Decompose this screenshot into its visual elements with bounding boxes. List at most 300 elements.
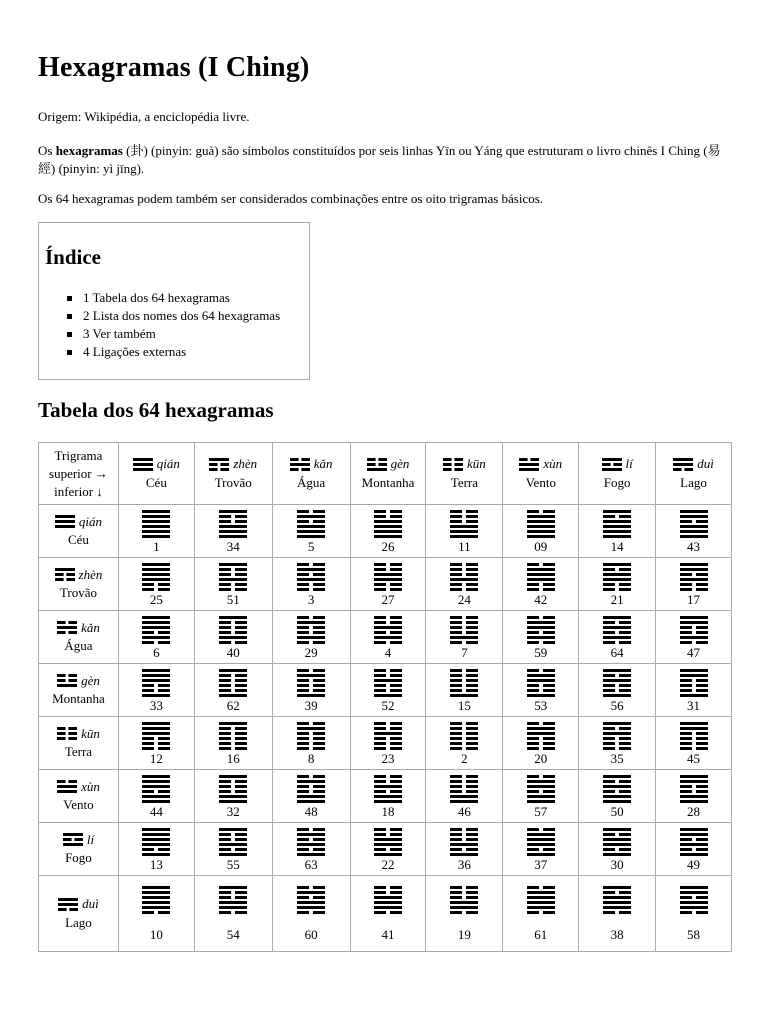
hexagram-cell[interactable] bbox=[272, 664, 350, 717]
yin-line bbox=[450, 568, 462, 571]
hexagram-cell[interactable] bbox=[656, 823, 732, 876]
hexagram-cell[interactable] bbox=[118, 558, 194, 611]
hexagram-cell[interactable] bbox=[503, 558, 579, 611]
yin-line bbox=[158, 689, 170, 692]
trigram-pinyin[interactable]: lí bbox=[86, 831, 95, 847]
yang-line bbox=[603, 795, 631, 798]
hexagram-cell[interactable] bbox=[194, 558, 272, 611]
hexagram-cell[interactable] bbox=[656, 717, 732, 770]
trigram-name[interactable]: Vento bbox=[525, 474, 556, 490]
hexagram-cell[interactable] bbox=[426, 770, 503, 823]
hexagram-number: 16 bbox=[226, 750, 240, 766]
hexagram-number: 44 bbox=[149, 803, 163, 819]
trigram-name[interactable]: Vento bbox=[63, 797, 94, 813]
yin-line bbox=[603, 621, 615, 624]
hexagram-cell[interactable] bbox=[503, 770, 579, 823]
yin-line bbox=[313, 747, 325, 750]
toc-item-tabela[interactable]: 1 Tabela dos 64 hexagramas bbox=[67, 289, 280, 307]
hexagram-number: 39 bbox=[304, 697, 318, 713]
yin-line bbox=[313, 616, 325, 619]
hexagram-cell[interactable] bbox=[194, 505, 272, 558]
hexagram-cell[interactable] bbox=[194, 664, 272, 717]
yin-line bbox=[219, 785, 231, 788]
yin-line bbox=[450, 833, 462, 836]
hexagram-cell[interactable] bbox=[272, 770, 350, 823]
hexagram-number: 19 bbox=[457, 927, 471, 942]
hexagram-cell[interactable] bbox=[503, 823, 579, 876]
trigram-icon bbox=[290, 458, 310, 471]
yin-line bbox=[450, 790, 462, 793]
yin-line bbox=[297, 828, 309, 831]
yin-line bbox=[619, 674, 631, 677]
yin-line bbox=[680, 896, 692, 899]
yin-line bbox=[142, 742, 154, 745]
hexagram-cell[interactable] bbox=[579, 558, 656, 611]
hexagram-icon bbox=[450, 616, 478, 644]
yang-line bbox=[142, 525, 170, 528]
trigram-name[interactable]: Lago bbox=[680, 474, 707, 490]
yin-line bbox=[55, 573, 64, 576]
yin-line bbox=[290, 468, 299, 471]
hexagram-icon bbox=[297, 669, 325, 697]
hexagram-cell[interactable] bbox=[503, 717, 579, 770]
hexagram-cell[interactable] bbox=[656, 611, 732, 664]
trigram-pinyin[interactable]: duì bbox=[697, 456, 714, 472]
yang-line bbox=[297, 727, 325, 730]
hexagram-cell[interactable] bbox=[118, 717, 194, 770]
yin-line bbox=[390, 790, 402, 793]
yang-line bbox=[142, 853, 170, 856]
hexagram-number: 10 bbox=[149, 927, 163, 942]
yin-line bbox=[695, 790, 707, 793]
yang-line bbox=[219, 853, 247, 856]
yang-line bbox=[680, 853, 708, 856]
trigram-pinyin[interactable]: zhèn bbox=[233, 456, 258, 472]
yang-line bbox=[603, 896, 631, 899]
yin-line bbox=[374, 669, 386, 672]
yin-line bbox=[313, 510, 325, 513]
hexagram-icon bbox=[450, 828, 478, 856]
yin-line bbox=[695, 848, 707, 851]
upper-trigram-7 bbox=[656, 456, 731, 491]
yang-line bbox=[374, 626, 402, 629]
yin-line bbox=[466, 563, 478, 566]
yin-line bbox=[313, 626, 325, 629]
yin-line bbox=[297, 684, 309, 687]
hexagram-cell[interactable] bbox=[350, 823, 426, 876]
yang-line bbox=[527, 525, 555, 528]
hexagram-icon bbox=[297, 616, 325, 644]
yin-line bbox=[443, 463, 452, 466]
trigram-pinyin[interactable]: kūn bbox=[467, 456, 486, 472]
yang-line bbox=[142, 906, 170, 909]
hexagram-cell[interactable] bbox=[503, 505, 579, 558]
hexagram-icon bbox=[374, 828, 402, 856]
hexagram-number: 23 bbox=[381, 750, 395, 766]
yin-line bbox=[466, 689, 478, 692]
hexagram-icon bbox=[450, 563, 478, 591]
row-header bbox=[39, 611, 119, 664]
yang-line bbox=[519, 463, 539, 466]
yang-line bbox=[142, 828, 170, 831]
trigram-name[interactable]: Montanha bbox=[361, 474, 415, 490]
yin-line bbox=[367, 463, 376, 466]
yin-line bbox=[450, 669, 462, 672]
yin-line bbox=[466, 790, 478, 793]
hexagram-cell[interactable] bbox=[350, 770, 426, 823]
hexagram-number: 57 bbox=[534, 803, 548, 819]
yang-line bbox=[297, 578, 325, 581]
table-row bbox=[39, 505, 732, 558]
hexagram-icon bbox=[297, 563, 325, 591]
hexagram-cell[interactable] bbox=[656, 505, 732, 558]
yin-line bbox=[158, 684, 170, 687]
hexagram-cell[interactable] bbox=[579, 823, 656, 876]
page-title: Hexagramas (I Ching) bbox=[38, 52, 310, 83]
yin-line bbox=[527, 790, 539, 793]
yin-line bbox=[390, 689, 402, 692]
yin-line bbox=[695, 838, 707, 841]
yin-line bbox=[466, 510, 478, 513]
yin-line bbox=[603, 631, 615, 634]
yang-line bbox=[450, 535, 478, 538]
yang-line bbox=[680, 722, 708, 725]
yin-line bbox=[527, 742, 539, 745]
hexagram-cell[interactable] bbox=[656, 876, 732, 952]
yin-line bbox=[313, 848, 325, 851]
hexagram-cell[interactable] bbox=[426, 611, 503, 664]
hexagram-icon bbox=[680, 828, 708, 856]
trigram-pinyin[interactable]: kǎn bbox=[313, 456, 333, 472]
yang-line bbox=[219, 800, 247, 803]
trigram-pinyin[interactable]: zhèn bbox=[78, 566, 103, 582]
trigram-name[interactable]: Montanha bbox=[52, 691, 105, 707]
yin-line bbox=[466, 737, 478, 740]
hexagram-cell[interactable] bbox=[579, 876, 656, 952]
hexagram-icon bbox=[527, 563, 555, 591]
yang-line bbox=[297, 530, 325, 533]
hexagram-cell[interactable] bbox=[426, 876, 503, 952]
yin-line bbox=[603, 684, 615, 687]
hexagram-icon bbox=[680, 616, 708, 644]
hexagram-cell[interactable] bbox=[579, 664, 656, 717]
yang-line bbox=[602, 468, 622, 471]
toc-item-lista[interactable]: 2 Lista dos nomes dos 64 hexagramas bbox=[67, 307, 280, 325]
yin-line bbox=[450, 573, 462, 576]
table-of-contents bbox=[38, 222, 310, 380]
hexagram-cell[interactable] bbox=[272, 823, 350, 876]
yin-line bbox=[527, 510, 539, 513]
hexagram-icon bbox=[680, 669, 708, 697]
yang-line bbox=[603, 626, 631, 629]
yin-line bbox=[297, 886, 309, 889]
hexagram-cell[interactable] bbox=[272, 876, 350, 952]
yin-line bbox=[527, 563, 539, 566]
intro-bold-term: hexagramas bbox=[55, 143, 123, 158]
trigram-pinyin[interactable]: gèn bbox=[81, 672, 100, 688]
toc-item-ligacoes[interactable]: 4 Ligações externas bbox=[67, 343, 280, 361]
yang-line bbox=[680, 891, 708, 894]
hexagram-icon bbox=[603, 616, 631, 644]
yin-line bbox=[313, 684, 325, 687]
yin-line bbox=[57, 631, 66, 634]
trigram-pinyin[interactable]: xùn bbox=[543, 456, 563, 472]
yang-line bbox=[374, 906, 402, 909]
yang-line bbox=[527, 694, 555, 697]
yin-line bbox=[235, 891, 247, 894]
hexagram-cell[interactable] bbox=[272, 717, 350, 770]
hexagram-icon bbox=[527, 510, 555, 538]
toc-item-ver-tambem[interactable]: 3 Ver também bbox=[67, 325, 280, 343]
yin-line bbox=[527, 828, 539, 831]
yin-line bbox=[313, 737, 325, 740]
yang-line bbox=[219, 535, 247, 538]
yin-line bbox=[466, 568, 478, 571]
yin-line bbox=[466, 891, 478, 894]
hexagram-cell[interactable] bbox=[194, 770, 272, 823]
table-row bbox=[39, 876, 732, 952]
yang-line bbox=[297, 515, 325, 518]
trigram-name[interactable]: Céu bbox=[145, 474, 167, 490]
yang-line bbox=[527, 520, 555, 523]
trigram-pinyin[interactable]: gèn bbox=[390, 456, 410, 472]
hexagram-cell[interactable] bbox=[426, 558, 503, 611]
hexagram-cell[interactable] bbox=[118, 505, 194, 558]
yin-line bbox=[466, 775, 478, 778]
trigram-paragraph: Os 64 hexagramas podem também ser considerados combinações entre os oito trigramas básicos. bbox=[38, 191, 544, 206]
yang-line bbox=[58, 898, 78, 901]
trigram-icon bbox=[57, 727, 77, 740]
yang-line bbox=[142, 886, 170, 889]
trigram-name[interactable]: Terra bbox=[450, 474, 479, 490]
hexagram-cell[interactable] bbox=[194, 717, 272, 770]
hexagram-icon bbox=[527, 886, 555, 914]
hexagram-number: 38 bbox=[610, 927, 624, 942]
yang-line bbox=[142, 510, 170, 513]
trigram-pinyin[interactable]: xùn bbox=[81, 778, 100, 794]
yang-line bbox=[673, 463, 693, 466]
yin-line bbox=[543, 563, 555, 566]
trigram-name[interactable]: Trovão bbox=[214, 474, 252, 490]
hexagram-number: 18 bbox=[381, 803, 395, 819]
yin-line bbox=[527, 684, 539, 687]
yang-line bbox=[374, 732, 402, 735]
yang-line bbox=[450, 901, 478, 904]
yin-line bbox=[374, 588, 386, 591]
hexagram-cell[interactable] bbox=[272, 505, 350, 558]
yin-line bbox=[390, 674, 402, 677]
yang-line bbox=[219, 563, 247, 566]
yin-line bbox=[235, 785, 247, 788]
yin-line bbox=[450, 588, 462, 591]
yang-line bbox=[142, 636, 170, 639]
yang-line bbox=[450, 853, 478, 856]
trigram-icon bbox=[602, 458, 622, 471]
yang-line bbox=[219, 669, 247, 672]
hexagram-cell[interactable] bbox=[118, 823, 194, 876]
trigram-name[interactable]: Água bbox=[64, 638, 93, 654]
hexagram-cell[interactable] bbox=[350, 611, 426, 664]
hexagram-cell[interactable] bbox=[579, 717, 656, 770]
hexagram-icon bbox=[219, 722, 247, 750]
yin-line bbox=[527, 737, 539, 740]
yin-line bbox=[313, 563, 325, 566]
yin-line bbox=[527, 583, 539, 586]
hexagram-icon bbox=[374, 722, 402, 750]
hexagram-cell[interactable] bbox=[426, 717, 503, 770]
yang-line bbox=[680, 843, 708, 846]
yin-line bbox=[695, 785, 707, 788]
hexagram-cell[interactable] bbox=[194, 611, 272, 664]
yin-line bbox=[235, 515, 247, 518]
yin-line bbox=[619, 790, 631, 793]
trigram-pinyin[interactable]: lí bbox=[625, 456, 633, 472]
yang-line bbox=[603, 853, 631, 856]
trigram-name[interactable]: Água bbox=[297, 474, 326, 490]
hexagram-cell[interactable] bbox=[579, 505, 656, 558]
hexagram-cell[interactable] bbox=[503, 876, 579, 952]
yin-line bbox=[142, 747, 154, 750]
yin-line bbox=[374, 828, 386, 831]
yin-line bbox=[55, 578, 64, 581]
yin-line bbox=[466, 732, 478, 735]
yang-line bbox=[603, 535, 631, 538]
trigram-name[interactable]: Lago bbox=[65, 914, 92, 930]
trigram-name[interactable]: Fogo bbox=[603, 474, 631, 490]
hexagram-number: 46 bbox=[457, 803, 471, 819]
yang-line bbox=[527, 679, 555, 682]
yin-line bbox=[450, 689, 462, 692]
hexagram-number: 7 bbox=[461, 644, 468, 660]
hexagram-cell[interactable] bbox=[194, 876, 272, 952]
trigram-name[interactable]: Terra bbox=[64, 744, 93, 760]
yin-line bbox=[219, 790, 231, 793]
yin-line bbox=[450, 747, 462, 750]
hexagram-cell[interactable] bbox=[350, 505, 426, 558]
yin-line bbox=[158, 747, 170, 750]
hexagram-number: 40 bbox=[226, 644, 240, 660]
hexagram-cell[interactable] bbox=[656, 664, 732, 717]
yin-line bbox=[390, 616, 402, 619]
yin-line bbox=[313, 588, 325, 591]
hexagram-cell[interactable] bbox=[272, 611, 350, 664]
yin-line bbox=[219, 621, 231, 624]
yin-line bbox=[235, 747, 247, 750]
yin-line bbox=[613, 463, 622, 466]
yin-line bbox=[297, 848, 309, 851]
yang-line bbox=[603, 520, 631, 523]
hexagram-cell[interactable] bbox=[579, 611, 656, 664]
yin-line bbox=[527, 641, 539, 644]
hexagram-number: 15 bbox=[457, 697, 471, 713]
hexagram-cell[interactable] bbox=[426, 505, 503, 558]
yin-line bbox=[603, 588, 615, 591]
column-header bbox=[426, 443, 503, 505]
trigram-pinyin[interactable]: kūn bbox=[81, 725, 100, 741]
lower-trigram-7 bbox=[39, 896, 118, 931]
yang-line bbox=[57, 626, 77, 629]
hexagram-cell[interactable] bbox=[118, 770, 194, 823]
trigram-icon bbox=[57, 780, 77, 793]
yin-line bbox=[680, 742, 692, 745]
column-header bbox=[656, 443, 732, 505]
hexagram-cell[interactable] bbox=[272, 558, 350, 611]
yang-line bbox=[374, 901, 402, 904]
yang-line bbox=[374, 838, 402, 841]
trigram-name[interactable]: Céu bbox=[67, 532, 89, 548]
hexagram-cell[interactable] bbox=[118, 876, 194, 952]
yin-line bbox=[219, 515, 231, 518]
yang-line bbox=[297, 891, 325, 894]
yin-line bbox=[543, 641, 555, 644]
yin-line bbox=[466, 838, 478, 841]
yang-line bbox=[57, 684, 77, 687]
hexagram-cell[interactable] bbox=[350, 664, 426, 717]
hexagram-cell[interactable] bbox=[350, 876, 426, 952]
yang-line bbox=[527, 568, 555, 571]
yang-line bbox=[450, 906, 478, 909]
hexagram-icon bbox=[374, 616, 402, 644]
yin-line bbox=[57, 727, 66, 730]
yang-line bbox=[450, 694, 478, 697]
hexagram-cell[interactable] bbox=[579, 770, 656, 823]
yang-line bbox=[219, 694, 247, 697]
yin-line bbox=[297, 775, 309, 778]
trigram-pinyin[interactable]: qián bbox=[78, 513, 103, 529]
yang-line bbox=[142, 780, 170, 783]
yin-line bbox=[235, 631, 247, 634]
hexagram-cell[interactable] bbox=[503, 664, 579, 717]
hexagram-cell[interactable] bbox=[503, 611, 579, 664]
trigram-pinyin[interactable]: qián bbox=[156, 456, 180, 472]
hexagram-icon bbox=[374, 886, 402, 914]
yang-line bbox=[219, 795, 247, 798]
yin-line bbox=[313, 583, 325, 586]
hexagram-cell[interactable] bbox=[118, 611, 194, 664]
hexagram-number: 29 bbox=[304, 644, 318, 660]
yang-line bbox=[142, 535, 170, 538]
yin-line bbox=[235, 583, 247, 586]
trigram-pinyin[interactable]: kǎn bbox=[81, 619, 100, 635]
hexagram-icon bbox=[297, 775, 325, 803]
hexagram-cell[interactable] bbox=[350, 558, 426, 611]
yang-line bbox=[680, 775, 708, 778]
trigram-name[interactable]: Fogo bbox=[65, 850, 92, 866]
hexagram-icon bbox=[374, 775, 402, 803]
yang-line bbox=[450, 530, 478, 533]
hexagram-cell[interactable] bbox=[118, 664, 194, 717]
hexagram-cell[interactable] bbox=[194, 823, 272, 876]
hexagram-icon bbox=[450, 669, 478, 697]
hexagram-icon bbox=[603, 722, 631, 750]
trigram-name[interactable]: Trovão bbox=[59, 585, 97, 601]
hexagram-cell[interactable] bbox=[426, 823, 503, 876]
yang-line bbox=[527, 785, 555, 788]
yin-line bbox=[297, 689, 309, 692]
hexagram-number: 36 bbox=[457, 856, 471, 872]
hexagram-cell[interactable] bbox=[656, 770, 732, 823]
yin-line bbox=[450, 515, 462, 518]
yang-line bbox=[219, 886, 247, 889]
hexagram-cell[interactable] bbox=[426, 664, 503, 717]
hexagram-cell[interactable] bbox=[350, 717, 426, 770]
hexagram-icon bbox=[680, 886, 708, 914]
trigram-pinyin[interactable]: duì bbox=[82, 896, 99, 912]
yang-line bbox=[603, 510, 631, 513]
hexagram-icon bbox=[374, 669, 402, 697]
hexagram-cell[interactable] bbox=[656, 558, 732, 611]
yin-line bbox=[57, 679, 66, 682]
